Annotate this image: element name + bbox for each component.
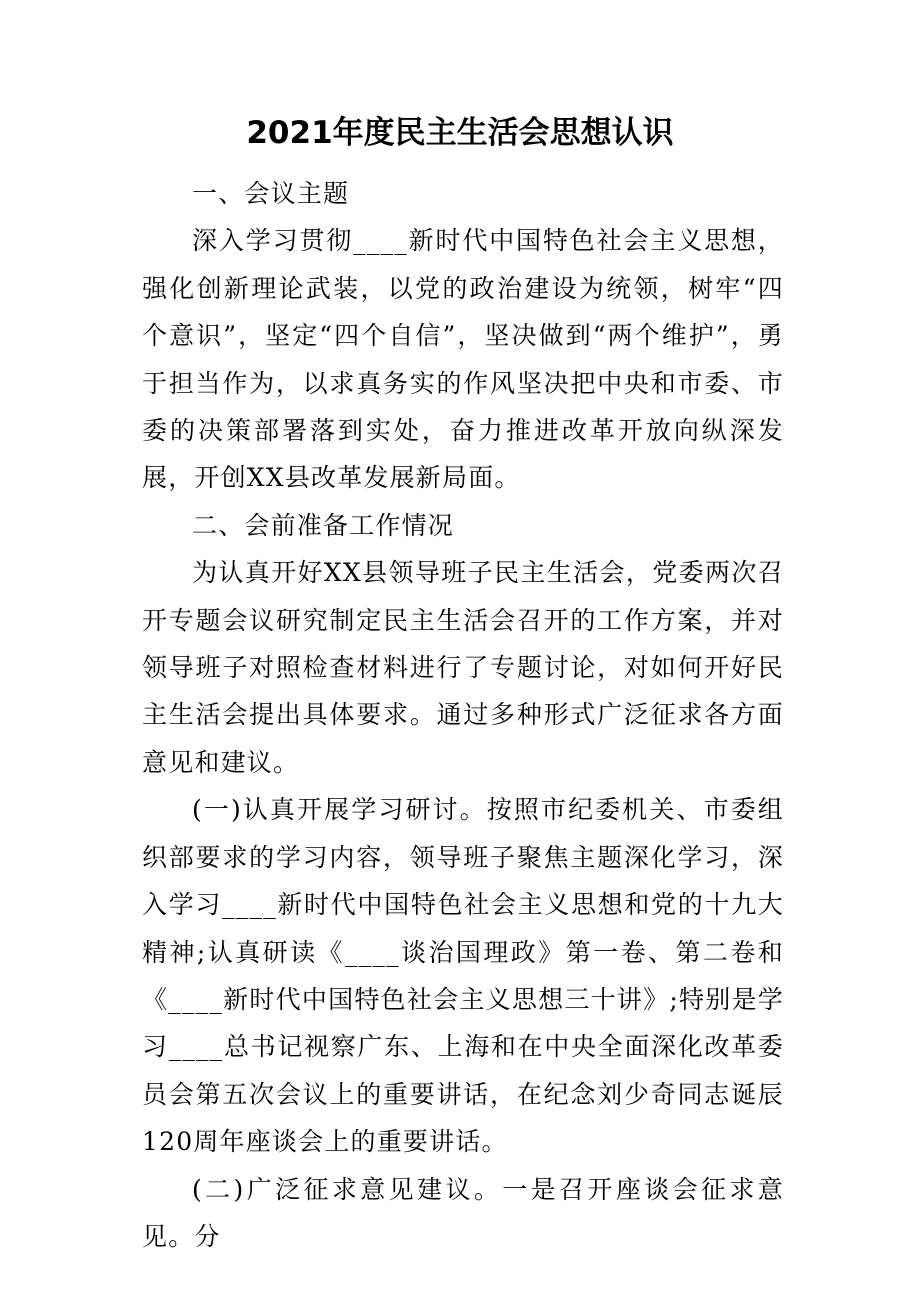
paragraph-meeting-theme: 深入学习贯彻____新时代中国特色社会主义思想，强化创新理论武装，以党的政治建设为统领，树牢“四个意识”，坚定“四个自信”，坚决做到“两个维护”，勇于担当作为，以求真务实的作风坚决把中央和市委、市委的决策部署落到实处，奋力推进改革开放向纵深发展，开创XX县改革发展新局面。 bbox=[142, 226, 784, 493]
paragraph-preparation: 为认真开好XX县领导班子民主生活会，党委两次召开专题会议研究制定民主生活会召开的工作方案，并对领导班子对照检查材料进行了专题讨论，对如何开好民主生活会提出具体要求。通过多种形式广泛征求各方面意见和建议。 bbox=[142, 558, 784, 777]
paragraph-study-discussion: (一)认真开展学习研讨。按照市纪委机关、市委组织部要求的学习内容，领导班子聚焦主题深化学习，深入学习____新时代中国特色社会主义思想和党的十九大精神;认真研读《____谈治国理政》第一卷、第二卷和《____新时代中国特色社会主义思想三十讲》;特别是学习____总书记视察广东、上海和在中央全面深化改革委员会第五次会议上的重要讲话，在纪念刘少奇同志诞辰120周年座谈会上的重要讲话。 bbox=[142, 795, 784, 1157]
document-body bbox=[142, 170, 784, 1260]
document-title: 2021年度民主生活会思想认识 bbox=[246, 115, 674, 151]
section-heading-meeting-theme: 一、会议主题 bbox=[192, 179, 350, 208]
paragraph-solicit-opinions: (二)广泛征求意见建议。一是召开座谈会征求意见。分 bbox=[142, 1174, 784, 1251]
section-heading-preparation: 二、会前准备工作情况 bbox=[192, 510, 455, 540]
